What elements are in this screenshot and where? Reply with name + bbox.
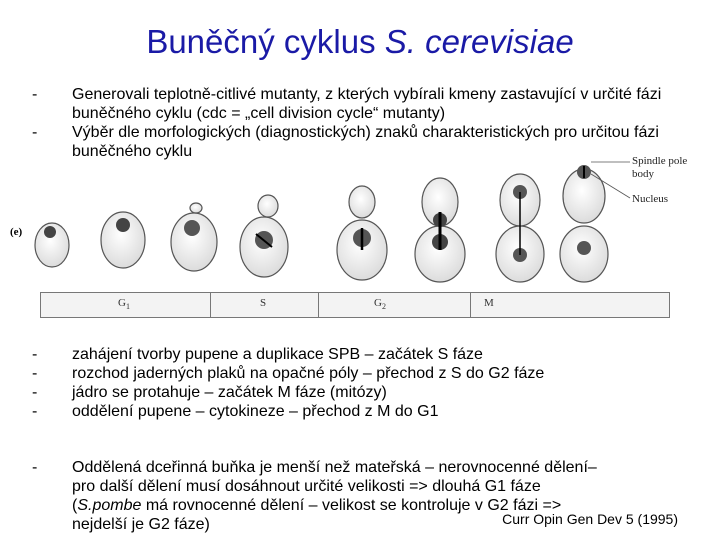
bullet-dash: -: [32, 346, 38, 363]
cell-g2-nucleus-elongating: [415, 178, 465, 282]
final-line-1: Oddělená dceřinná buňka je menší než mateřská – nerovnocenné dělení–: [72, 459, 597, 476]
bullet-dash: -: [32, 459, 38, 476]
phase-g2-label: $G_2$: [374, 297, 386, 312]
list-item: [30, 345, 670, 364]
spindle-label-line2: body: [632, 168, 654, 180]
title-main: Buněčný cyklus: [146, 23, 385, 60]
spindle-label-line1: Spindle pole: [632, 155, 688, 167]
list-item: [30, 402, 670, 421]
phase-divider: [318, 292, 319, 318]
bullet-text: oddělení pupene – cytokineze – přechod z M do G1: [72, 403, 439, 420]
bullet-dash: -: [32, 365, 38, 382]
cell-g1-early: [35, 223, 69, 267]
slide-title: [0, 22, 720, 62]
bullet-text: rozchod jaderných plaků na opačné póly – přechod z S do G2 fáze: [72, 365, 545, 382]
cell-cycle-phase-bar: [40, 292, 670, 318]
phase-bullet-list: [30, 345, 670, 421]
list-item: [30, 85, 670, 123]
cell-g1-late: [101, 212, 145, 268]
phase-divider: [210, 292, 211, 318]
cell-bud-emergence: [171, 203, 217, 271]
cell-spindle-forming: [337, 186, 387, 280]
spindle-pole-body-label: [632, 155, 687, 181]
bullet-dash: -: [32, 384, 38, 401]
bullet-text: Výběr dle morfologických (diagnostických) znaků charakteristických pro určitou fázi buněčného cyklu: [72, 124, 659, 160]
final-line-3-post: má rovnocenné dělení – velikost se kontroluje v G2 fázi =>: [141, 497, 562, 514]
citation: Curr Opin Gen Dev 5 (1995): [502, 511, 678, 527]
bullet-dash: -: [32, 86, 38, 103]
list-item: [30, 383, 670, 402]
bullet-dash: -: [32, 124, 38, 141]
nucleus-label: Nucleus: [632, 193, 669, 205]
bullet-text: zahájení tvorby pupene a duplikace SPB – začátek S fáze: [72, 346, 483, 363]
figure-label: (e): [10, 226, 23, 238]
cell-m-phase: [496, 174, 544, 282]
bullet-text: jádro se protahuje – začátek M fáze (mitózy): [72, 384, 387, 401]
final-line-2: pro další dělení musí dosáhnout určité velikosti => dlouhá G1 fáze: [72, 478, 541, 495]
final-line-4: nejdelší je G2 fáze): [72, 516, 210, 533]
species-pombe: S.pombe: [77, 497, 142, 514]
phase-divider: [470, 292, 471, 318]
cell-cytokinesis: [560, 162, 630, 282]
cell-s-phase: [240, 195, 288, 277]
title-species: S. cerevisiae: [384, 23, 574, 60]
list-item: [30, 364, 670, 383]
phase-s-label: S: [260, 297, 267, 309]
phase-g1-label: $G_1$: [118, 297, 130, 312]
bullet-dash: -: [32, 403, 38, 420]
yeast-cells-illustration: [0, 150, 720, 295]
bullet-text: Generovali teplotně-citlivé mutanty, z kterých vybírali kmeny zastavující v určité fázi buněčného cyklu (cdc = „cell division cycle“ mutanty): [72, 86, 662, 122]
final-line-3-pre: (: [72, 497, 78, 514]
phase-m-label: M: [484, 297, 494, 309]
